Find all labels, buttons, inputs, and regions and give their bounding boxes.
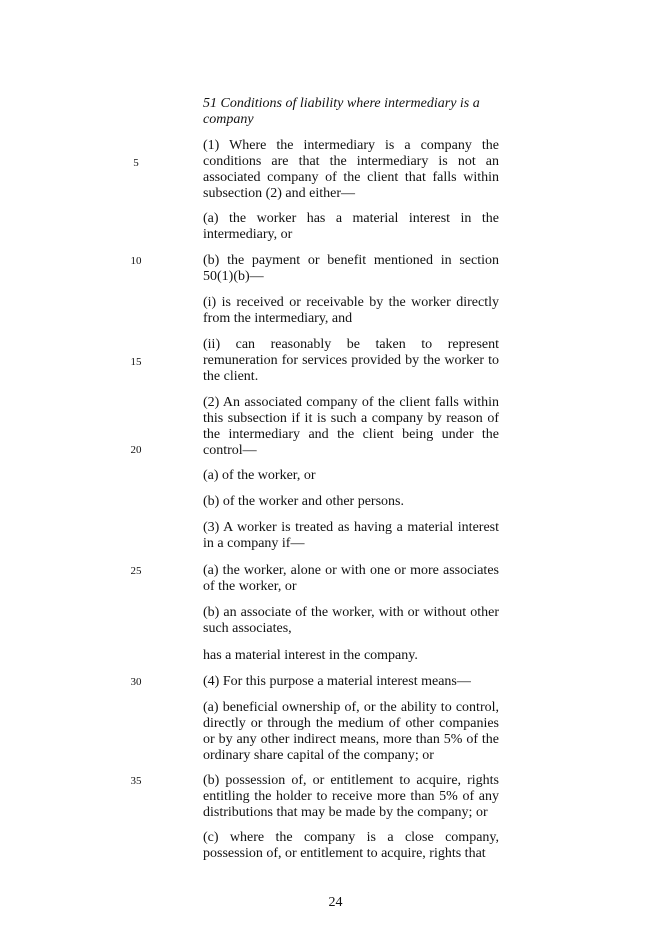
paragraph-4c: (c) where the company is a close company, possession of, or entitlement to acquire, rights that [203, 830, 499, 861]
section-heading: 51 Conditions of liability where intermediary is a company [203, 96, 480, 127]
paragraph-1b-i: (i) is received or receivable by the worker directly from the intermediary, and [203, 295, 499, 326]
paragraph-3a: (a) the worker, alone or with one or more associates of the worker, or [203, 563, 499, 594]
paragraph-1a: (a) the worker has a material interest in the intermediary, or [203, 211, 499, 242]
paragraph-4b: (b) possession of, or entitlement to acquire, rights entitling the holder to receive more than 5% of any distributions that may be made by the company; or [203, 773, 499, 820]
paragraph-1: (1) Where the intermediary is a company the conditions are that the intermediary is not an associated company of the client that falls within subsection (2) and either— [203, 138, 499, 201]
line-number: 5 [133, 157, 139, 169]
page-number: 24 [328, 895, 343, 910]
paragraph-2a: (a) of the worker, or [203, 468, 316, 483]
paragraph-4a: (a) beneficial ownership of, or the ability to control, directly or through the medium of other companies or by any other indirect means, more than 5% of the ordinary share capital of the company; or [203, 700, 499, 763]
paragraph-3b: (b) an associate of the worker, with or without other such associates, [203, 605, 499, 636]
paragraph-2b: (b) of the worker and other persons. [203, 494, 404, 509]
paragraph-1b: (b) the payment or benefit mentioned in section 50(1)(b)— [203, 253, 499, 284]
line-number: 10 [130, 255, 142, 267]
line-number: 25 [130, 565, 142, 577]
line-number: 35 [130, 775, 142, 787]
line-number: 15 [130, 356, 142, 368]
paragraph-4: (4) For this purpose a material interest means— [203, 674, 471, 689]
line-number: 20 [130, 444, 142, 456]
paragraph-2: (2) An associated company of the client falls within this subsection if it is such a company by reason of the intermediary and the client being under the control— [203, 395, 499, 458]
paragraph-3-closing: has a material interest in the company. [203, 648, 418, 663]
paragraph-1b-ii: (ii) can reasonably be taken to represent remuneration for services provided by the worker to the client. [203, 337, 499, 384]
paragraph-3: (3) A worker is treated as having a material interest in a company if— [203, 520, 499, 551]
line-number: 30 [130, 676, 142, 688]
